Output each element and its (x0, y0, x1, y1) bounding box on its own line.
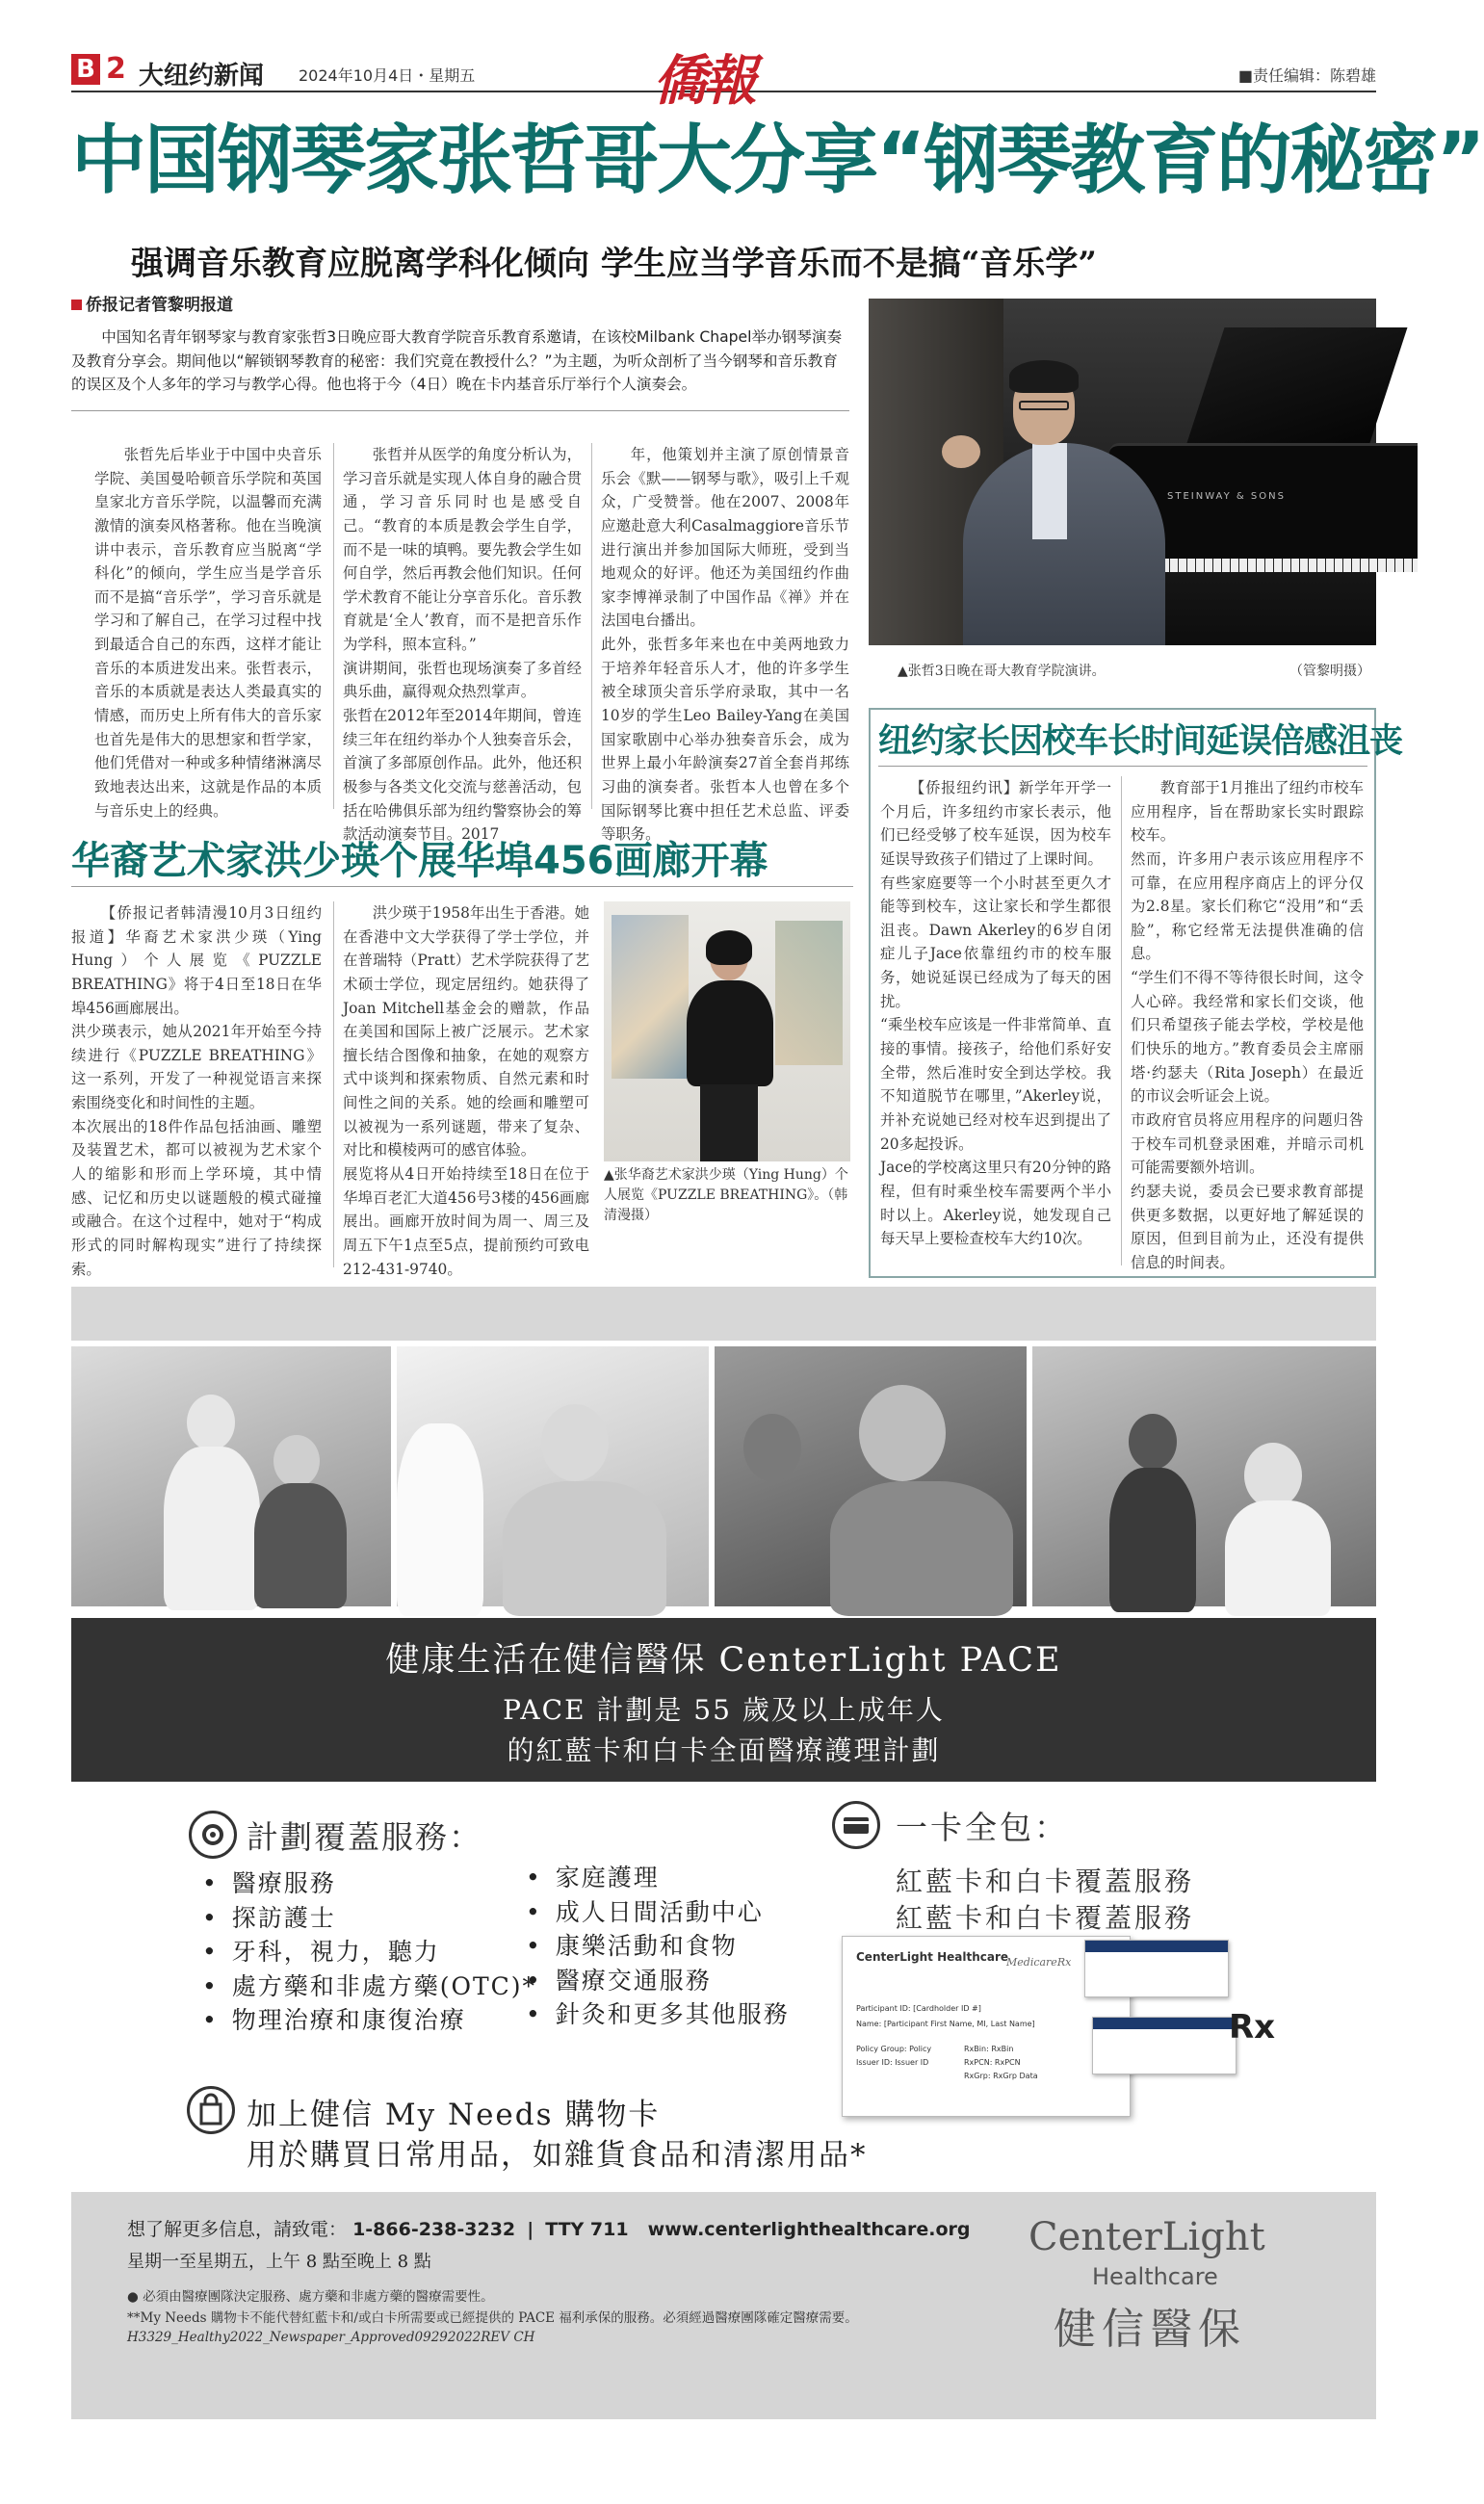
main-headline: 中国钢琴家张哲哥大分享“钢琴教育的秘密” (71, 117, 1484, 204)
newspaper-logo: 僑報 (653, 49, 753, 113)
card-stripe (1093, 2018, 1236, 2029)
card-field: RxPCN: RxPCN (964, 2058, 1021, 2067)
page-number: 2 (106, 52, 126, 86)
column-divider (591, 443, 592, 809)
photo-credit: （管黎明摄） (1289, 664, 1370, 679)
editor-credit: ■责任编辑：陈碧雄 (1237, 66, 1376, 85)
piano-brand: STEINWAY & SONS (1167, 491, 1286, 502)
senior-body (830, 1481, 1013, 1616)
contact-line (127, 2215, 971, 2241)
card-icon (832, 1801, 880, 1849)
column-divider (333, 443, 334, 809)
ad-photo-seniors-cheering (71, 1346, 391, 1606)
issue-date: 2024年10月4日・星期五 (299, 66, 476, 85)
senior-body (254, 1483, 347, 1608)
service-item: • 康樂活動和食物 (526, 1929, 790, 1964)
service-item: • 處方藥和非處方藥(OTC)* (202, 1969, 536, 2004)
artwork-right (775, 921, 843, 1065)
ad-banner (71, 1618, 1376, 1782)
senior-head (541, 1404, 609, 1481)
senior-head (1244, 1443, 1302, 1508)
section-title: 大纽约新闻 (139, 62, 265, 91)
medicare-card (1084, 1940, 1229, 1997)
article1-column-1-text: 张哲先后毕业于中国中央音乐学院、美国曼哈顿音乐学院和英国皇家北方音乐学院，以温馨而充满激情的演奏风格著称。他在当晚演讲中表示，音乐教育应当脱离“学科化”的倾向，学生应当是学音乐而不是搞“音乐学”，学习音乐就是学习和了解自己，在学习过程中找到最适合自己的东西，这样才能让音乐的本质进发出来。张哲表示，音乐的本质就是表达人类最真实的情感，而历史上所有伟大的音乐家也首先是伟大的思想家和哲学家，他们凭借对一种或多种情绪淋漓尽致地表达出来，这就是作品的本质与音乐史上的经典。 (94, 446, 322, 820)
artist-hair (706, 930, 752, 965)
card-field: RxBin: RxBin (964, 2045, 1014, 2053)
artist-legs (700, 1084, 758, 1161)
service-item: • 醫療服務 (202, 1866, 536, 1901)
article2-column-2 (343, 901, 589, 1278)
card-brand-2: MedicareRx (1006, 1956, 1072, 1969)
senior-head (1129, 1414, 1177, 1470)
disclaimer-2: **My Needs 購物卡不能代替紅藍卡和/或白卡所需要或已經提供的 PACE 福利承保的服務。必須經過醫療團隊確定醫療需要。 (127, 2310, 858, 2326)
shopping-card-title: 加上健信 My Needs 購物卡 (247, 2098, 661, 2132)
ad-photo-strip (71, 1346, 1376, 1606)
service-item: • 醫療交通服務 (526, 1964, 790, 1998)
website-link: www.centerlighthealthcare.org (647, 2219, 971, 2240)
column-divider (1121, 776, 1122, 1265)
article3-column-2-text: 教育部于1月推出了纽约市校车应用程序，旨在帮助家长实时跟踪校车。 然而，许多用户表示该应用程序不可靠，在应用程序商店上的评分仅为2.8星。家长们称它“没用”和“丢脸”，称它经常无法提供准确的信息。 “学生们不得不等待很长时间，这令人心碎。我经常和家长们交谈，他们只希望孩子能去学校，学校是他们快乐的地方。”教育委员会主席丽塔·约瑟夫（Rita Joseph）在最近的市议会听证会上说。 市政府官员将应用程序的问题归咎于校车司机登录困难，并暗示司机可能需要额外培训。 约瑟夫说，委员会已要求教育部提供更多数据，以更好地了解延误的原因，但到目前为止，还没有提供信息的时间表。 (1131, 779, 1364, 1271)
service-item: • 物理治療和康復治療 (202, 2003, 536, 2038)
card-line-1: 紅藍卡和白卡覆蓋服務 (896, 1865, 1195, 1897)
card-field: Issuer ID: Issuer ID (856, 2058, 929, 2067)
byline-marker (71, 300, 82, 310)
senior-head (273, 1435, 320, 1487)
artist-photo (604, 901, 850, 1161)
page-header (71, 49, 1376, 113)
column-divider (333, 901, 334, 1267)
article3-column-1 (880, 776, 1111, 1265)
disclaimer-1: ● 必須由醫療團隊決定服務、處方藥和非處方藥的醫療需要性。 (127, 2289, 494, 2305)
service-item: • 針灸和更多其他服務 (526, 1997, 790, 2032)
article-lead: 中国知名青年钢琴家与教育家张哲3日晚应哥大教育学院音乐教育系邀请，在该校Milbank Chapel举办钢琴演奏及教育分享会。期间他以“解锁钢琴教育的秘密：我们究竟在教授什么？”为主题，为听众剖析了当今钢琴和音乐教育的误区及个人多年的学习与教学心得。他也将于今（4日）晚在卡内基音乐厅举行个人演奏会。 (71, 326, 849, 411)
office-hours: 星期一至星期五，上午 8 點至晚上 8 點 (127, 2252, 431, 2272)
centerlight-logo-zh: 健信醫保 (1054, 2305, 1246, 2354)
headline-rule (878, 766, 1367, 767)
ad-top-band (71, 1287, 1376, 1341)
tty-number: TTY 711 (545, 2219, 629, 2240)
card-brand: CenterLight Healthcare (856, 1950, 1009, 1964)
centerlight-logo: CenterLight (1028, 2215, 1265, 2259)
shopping-card-desc: 用於購買日常用品，如雜貨食品和清潔用品* (247, 2138, 868, 2173)
card-title: 一卡全包： (896, 1809, 1069, 1846)
senior-head (859, 1385, 946, 1481)
centerlight-logo-sub: Healthcare (1092, 2263, 1218, 2290)
article3-headline: 纽约家长因校车长时间延误倍感沮丧 (878, 722, 1403, 761)
article2-column-2-text: 洪少瑛于1958年出生于香港。她在香港中文大学获得了学士学位，并在普瑞特（Pratt）艺术学院获得了艺术硕士学位，现定居纽约。她获得了Joan Mitchell基金会的赠款，作品在美国和国际上被广泛展示。艺术家擅长结合图像和抽象，在她的观察方式中谈判和探索物质、自然元素和时间性之间的关系。她的绘画和雕塑可以被视为一系列谜题，带来了复杂、对比和模棱两可的感官体验。 展览将从4日开始持续至18日在位于华埠百老汇大道456号3楼的456画廊展出。画廊开放时间为周一、周三及周五下午1点至5点，提前预约可致电212-431-9740。 (343, 904, 589, 1278)
card-field: RxGrp: RxGrp Data (964, 2072, 1038, 2080)
byline-text: 侨报记者管黎明报道 (86, 296, 233, 315)
ad-photo-seniors-games (715, 1346, 1027, 1606)
article2-column-1-text: 【侨报记者韩清漫10月3日纽约报道】华裔艺术家洪少瑛（Ying Hung）个人展览《PUZZLE BREATHING》将于4日至18日在华埠456画廊展出。 洪少瑛表示，她从2021年开始至今持续进行《PUZZLE BREATHING》这一系列，开发了一种视觉语言来探索围绕变化和时间性的主题。 本次展出的18件作品包括油画、雕塑及装置艺术，都可以被视为艺术家个人的缩影和形而上学环境，其中情感、记忆和历史以谜题般的模式碰撞或融合。在这个过程中，她对于“构成形式的同时解构现实”进行了持续探索。 (71, 904, 322, 1278)
article1-column-2-text: 张哲并从医学的角度分析认为，学习音乐就是实现人体自身的融合贯通，学习音乐同时也是感受自己。“教育的本质是教会学生自学，而不是一味的填鸭。要先教会学生如何自学，然后再教会他们知识。任何学术教育不能让分享音乐化。音乐教育就是‘全人’教育，而不是把音乐作为学科，照本宣科。” 演讲期间，张哲也现场演奏了多首经典乐曲，赢得观众热烈掌声。 张哲在2012年至2014年期间，曾连续三年在纽约举办个人独奏音乐会，首演了多部原创作品。此外，他还积极参与各类文化交流与慈善活动，包括在哈佛俱乐部为纽约警察协会的筹款活动演奏节目。2017 (343, 446, 582, 844)
senior-head (743, 1414, 801, 1481)
pianist-glasses (1019, 401, 1069, 410)
phone-number: 1-866-238-3232 (352, 2219, 516, 2240)
approval-code: H3329_Healthy2022_Newspaper_Approved09292022REV CH (127, 2330, 535, 2345)
card-stripe (1085, 1941, 1228, 1952)
separator: | (527, 2219, 534, 2240)
services-title: 計劃覆蓋服務： (247, 1818, 482, 1856)
service-item: • 家庭護理 (526, 1861, 790, 1895)
headline-rule (71, 886, 853, 887)
service-item: • 成人日間活動中心 (526, 1895, 790, 1930)
article1-column-2 (343, 443, 582, 844)
service-item: • 探訪護士 (202, 1901, 536, 1936)
senior-body (164, 1447, 260, 1610)
card-field: Name: [Participant First Name, MI, Last Name] (856, 2020, 1035, 2028)
services-list-left (202, 1866, 536, 2038)
ad-plan-line-1: PACE 計劃是 55 歲及以上成年人 (503, 1694, 945, 1726)
shopping-bag-icon (187, 2086, 235, 2134)
card-line-2: 紅藍卡和白卡覆蓋服務 (896, 1902, 1195, 1934)
artist-body (687, 980, 773, 1086)
article2-headline: 华裔艺术家洪少瑛个展华埠456画廊开幕 (71, 839, 768, 883)
article1-column-3 (601, 443, 849, 844)
senior-body (1225, 1500, 1331, 1616)
senior-head (187, 1395, 235, 1450)
card-field: Participant ID: [Cardholder ID #] (856, 2004, 981, 2013)
gear-icon (189, 1811, 237, 1859)
senior-body (503, 1481, 666, 1616)
ad-plan-line-2: 的紅藍卡和白卡全面醫療護理計劃 (507, 1735, 941, 1766)
pianist-shirt (1032, 443, 1067, 539)
ad-photo-seniors-exercise (1032, 1346, 1376, 1606)
contact-label: 想了解更多信息，請致電： (127, 2219, 348, 2240)
photo-caption: ▲张哲3日晚在哥大教育学院演讲。 (898, 664, 1106, 679)
service-item: • 牙科，視力，聽力 (202, 1935, 536, 1969)
article3-column-1-text: 【侨报纽约讯】新学年开学一个月后，许多纽约市家长表示，他们已经受够了校车延误，因为校车延误导致孩子们错过了上课时间。 有些家庭要等一个小时甚至更久才能等到校车，这让家长和学生都很沮丧。Dawn Akerley的6岁自闭症儿子Jace依靠纽约市的校车服务，她说延误已经成为了每天的困扰。 “乘坐校车应该是一件非常简单、直接的事情。接孩子，给他们系好安全带，然后准时安全到达学校。我不知道脱节在哪里，”Akerley说，并补充说她已经对校车迟到提出了20多起投诉。 Jace的学校离这里只有20分钟的路程，但有时乘坐校车需要两个半小时以上。Akerley说，她发现自己每天早上要检查校车大约10次。 (880, 779, 1111, 1248)
nurse-body (397, 1423, 483, 1616)
article3-column-2 (1131, 776, 1364, 1271)
services-list-right (526, 1861, 790, 2032)
article2-column-1 (71, 901, 322, 1278)
ad-tagline: 健康生活在健信醫保 CenterLight PACE (385, 1641, 1062, 1680)
pianist-photo (869, 299, 1376, 645)
byline (71, 291, 233, 315)
card-field: Policy Group: Policy (856, 2045, 932, 2053)
article1-column-1 (94, 443, 322, 820)
pianist-hair (1009, 360, 1079, 393)
artist-photo-caption: ▲张华裔艺术家洪少瑛（Ying Hung）个人展览《PUZZLE BREATHING》。（韩清漫摄） (604, 1167, 848, 1223)
senior-body (1109, 1468, 1196, 1612)
article1-column-3-text: 年，他策划并主演了原创情景音乐会《默——钢琴与歌》，吸引上千观众，广受赞誉。他在2007、2008年应邀赴意大利Casalmaggiore音乐节进行演出并参加国际大师班，受到当地观众的好评。他还为美国纽约作曲家李博禅录制了中国作品《禅》并在法国电台播出。 此外，张哲多年来也在中美两地致力于培养年轻音乐人才，他的许多学生被全球顶尖音乐学府录取，其中一名10岁的学生Leo Bailey-Yang在美国国家歌剧中心举办独奏音乐会，成为世界上最小年龄演奏27首全套肖邦练习曲的演奏者。张哲本人也曾在多个国际钢琴比赛中担任艺术总监、评委等职务。 (601, 446, 849, 844)
pianist-hand (942, 435, 980, 468)
artwork-left (612, 915, 689, 1079)
main-subhead: 强调音乐教育应脱离学科化倾向 学生应当学音乐而不是搞“音乐学” (131, 245, 1097, 283)
piano-lid (1187, 327, 1408, 443)
rx-symbol: Rx (1229, 2008, 1276, 2047)
ad-photo-nurse-tablet (397, 1346, 709, 1606)
page-letter: B (71, 54, 100, 85)
medicare-card (1092, 2017, 1237, 2074)
